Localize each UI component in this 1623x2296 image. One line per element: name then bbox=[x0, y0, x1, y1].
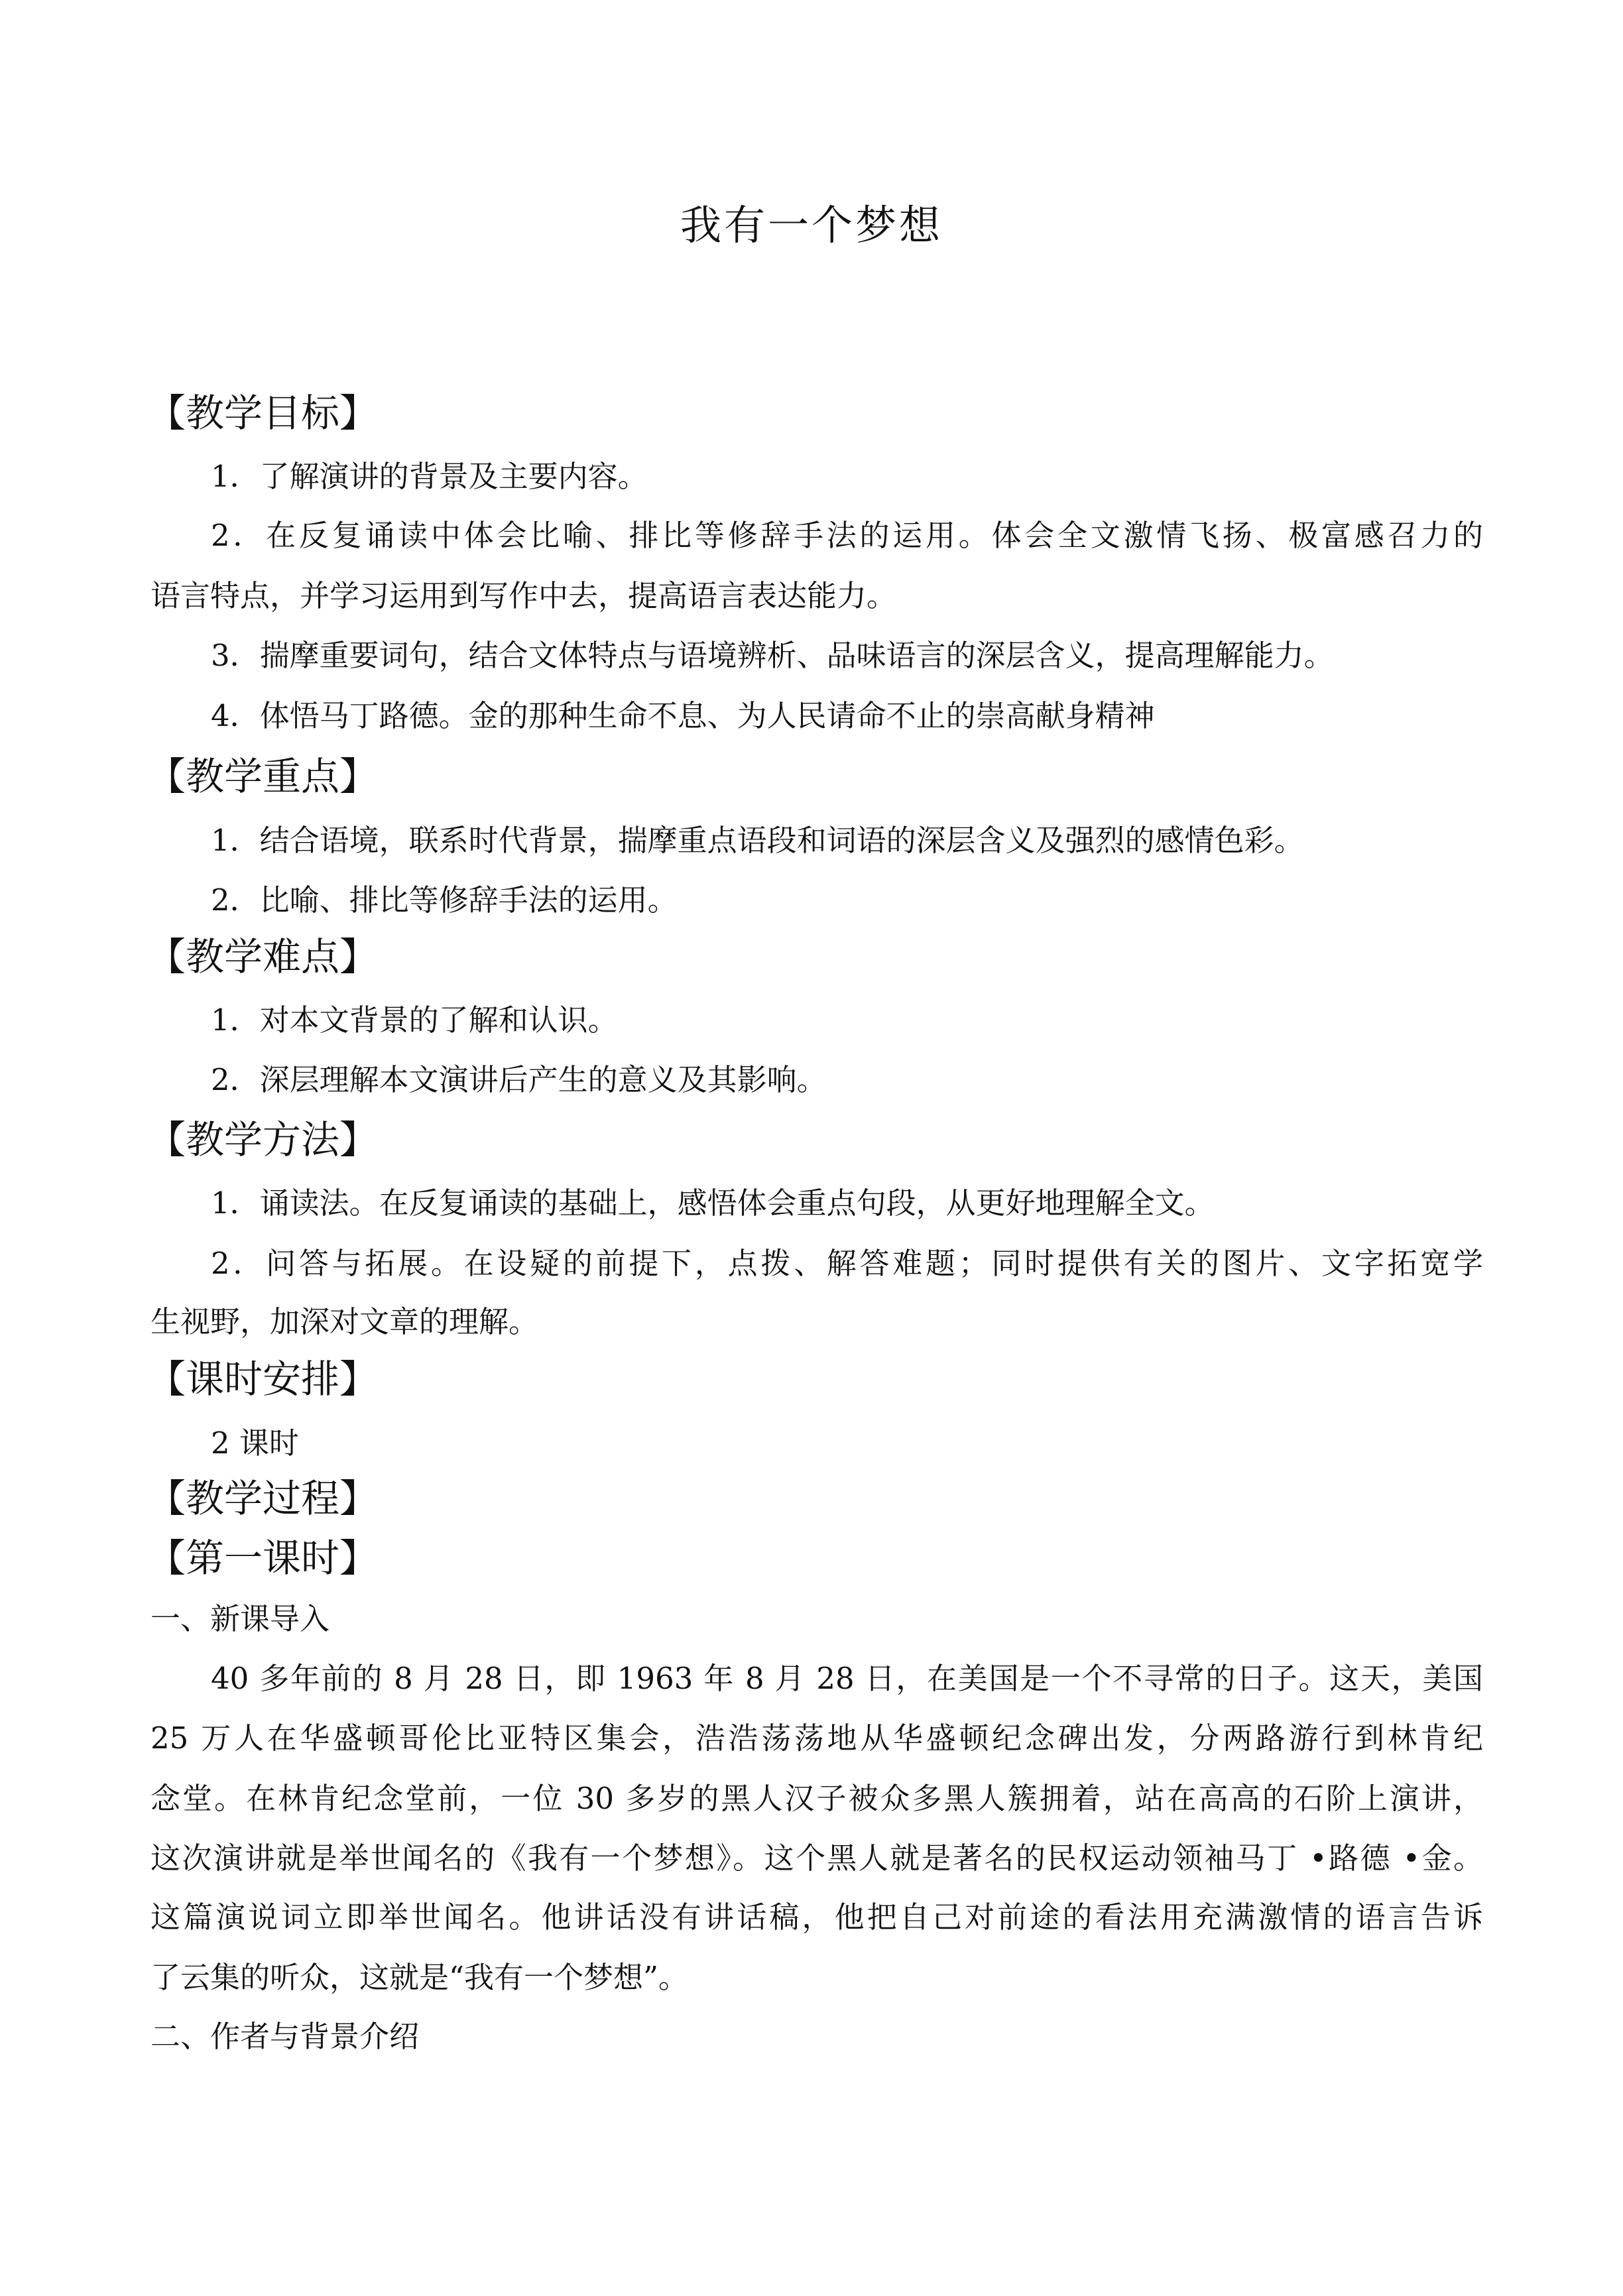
objectives-heading: 【教学目标】 bbox=[147, 391, 379, 436]
key-points-item-2: 2．比喻、排比等修辞手法的运用。 bbox=[211, 882, 678, 918]
key-points-heading: 【教学重点】 bbox=[147, 754, 379, 799]
intro-paragraph-line-1: 40 多年前的 8 月 28 日，即 1963 年 8 月 28 日，在美国是一个不寻常的日子。这天，美国 bbox=[211, 1661, 1483, 1696]
objectives-item-2-line-2: 语言特点，并学习运用到写作中去，提高语言表达能力。 bbox=[150, 578, 897, 613]
schedule-heading: 【课时安排】 bbox=[147, 1357, 379, 1402]
methods-item-1: 1．诵读法。在反复诵读的基础上，感悟体会重点句段，从更好地理解全文。 bbox=[211, 1185, 1215, 1221]
key-points-item-1: 1．结合语境，联系时代背景，揣摩重点语段和词语的深层含义及强烈的感情色彩。 bbox=[211, 823, 1304, 858]
methods-item-2-line-1: 2．问答与拓展。在设疑的前提下，点拨、解答难题；同时提供有关的图片、文字拓宽学 bbox=[211, 1246, 1483, 1281]
first-lesson-heading: 【第一课时】 bbox=[147, 1536, 379, 1581]
difficulties-item-2: 2．深层理解本文演讲后产生的意义及其影响。 bbox=[211, 1062, 827, 1097]
objectives-item-3: 3．揣摩重要词句，结合文体特点与语境辨析、品味语言的深层含义，提高理解能力。 bbox=[211, 638, 1334, 673]
intro-paragraph-line-5: 这篇演说词立即举世闻名。他讲话没有讲话稿，他把自己对前途的看法用充满激情的语言告诉 bbox=[150, 1900, 1483, 1935]
process-heading: 【教学过程】 bbox=[147, 1476, 379, 1521]
document-title: 我有一个梦想 bbox=[680, 201, 943, 249]
methods-heading: 【教学方法】 bbox=[147, 1117, 379, 1162]
objectives-item-1: 1．了解演讲的背景及主要内容。 bbox=[211, 459, 648, 494]
methods-item-2-line-2: 生视野，加深对文章的理解。 bbox=[150, 1304, 539, 1339]
intro-paragraph-line-3: 念堂。在林肯纪念堂前，一位 30 多岁的黑人汉子被众多黑人簇拥着，站在高高的石阶上演讲， bbox=[150, 1781, 1483, 1816]
author-background-heading: 二、作者与背景介绍 bbox=[150, 2019, 420, 2054]
difficulties-heading: 【教学难点】 bbox=[147, 934, 379, 979]
intro-heading: 一、新课导入 bbox=[150, 1601, 330, 1636]
difficulties-item-1: 1．对本文背景的了解和认识。 bbox=[211, 1002, 618, 1038]
objectives-item-2-line-1: 2．在反复诵读中体会比喻、排比等修辞手法的运用。体会全文激情飞扬、极富感召力的 bbox=[211, 518, 1483, 553]
schedule-value: 2 课时 bbox=[211, 1425, 299, 1461]
intro-paragraph-line-6: 了云集的听众，这就是“我有一个梦想”。 bbox=[150, 1960, 689, 1995]
intro-paragraph-line-2: 25 万人在华盛顿哥伦比亚特区集会，浩浩荡荡地从华盛顿纪念碑出发，分两路游行到林肯纪 bbox=[150, 1721, 1483, 1756]
objectives-item-4: 4．体悟马丁路德。金的那种生命不息、为人民请命不止的崇高献身精神 bbox=[211, 698, 1155, 733]
intro-paragraph-line-4: 这次演讲就是举世闻名的《我有一个梦想》。这个黑人就是著名的民权运动领袖马丁 •路德 •金。 bbox=[150, 1841, 1483, 1876]
